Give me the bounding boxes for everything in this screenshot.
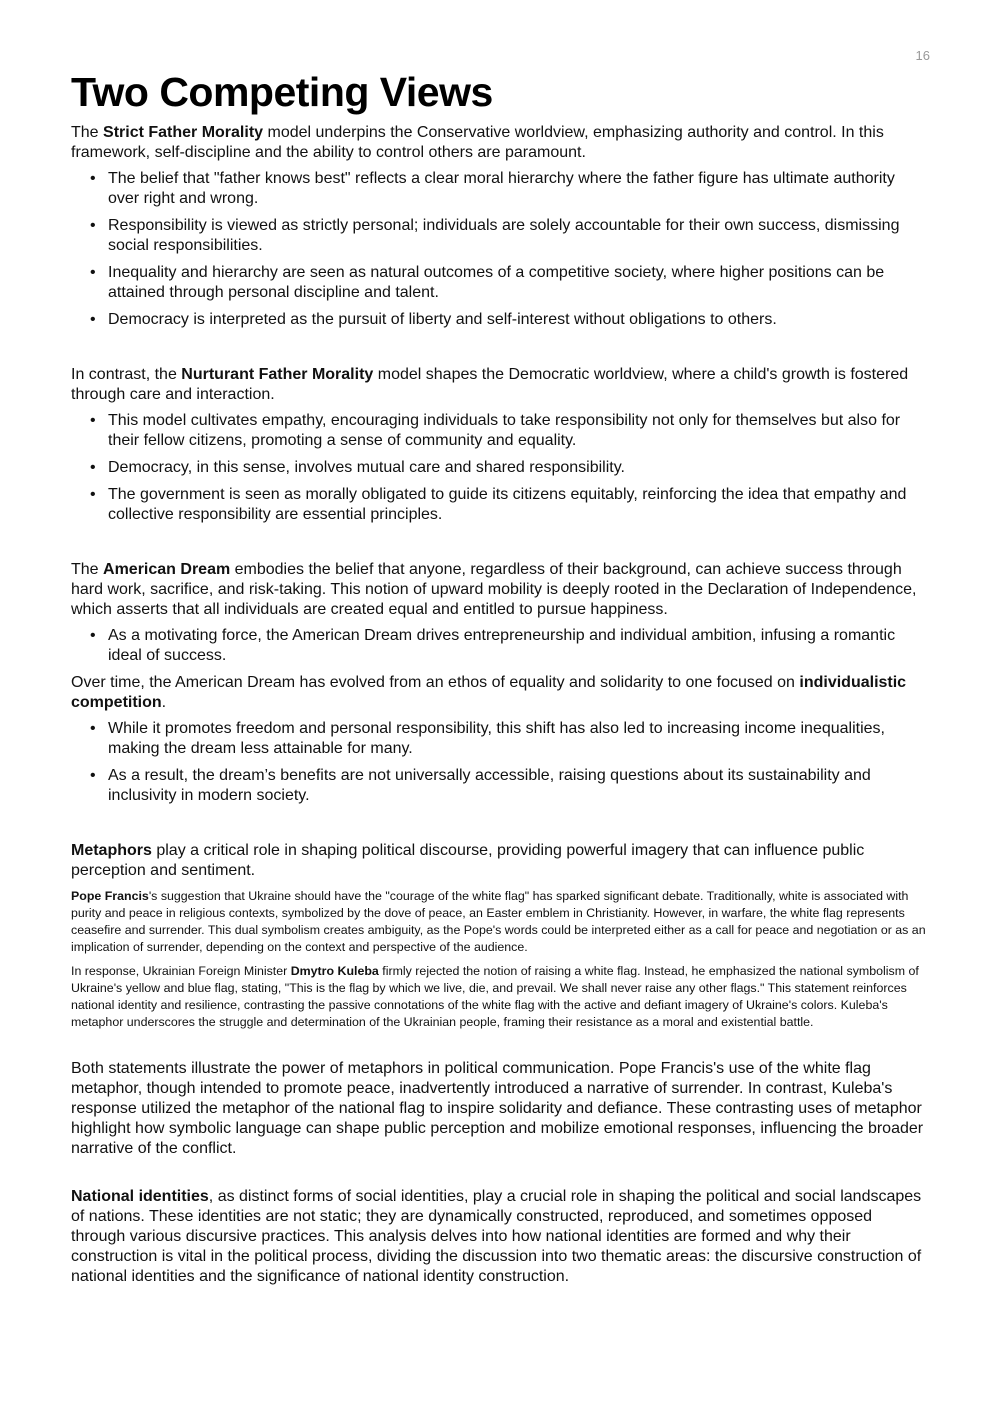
- strict-father-term: Strict Father Morality: [103, 124, 264, 141]
- list-item: • The government is seen as morally obligated to guide its citizens equitably, reinforcing the idea that empathy and collective responsibility are essential principles.: [71, 485, 929, 525]
- metaphors-intro: [71, 841, 929, 881]
- kuleba-text: firmly rejected the notion of raising a white flag. Instead, he emphasized the national symbolism of Ukraine's yellow and blue flag, stating, "This is the flag by which we live, die, and prevail. We shall never raise any other flags." This statement reinforces national identity and resilience, contrasting the passive connotations of the white flag with the active and defiant imagery of Ukraine's colors. Kuleba's metaphor underscores the struggle and determination of the Ukrainian people, framing their resistance as a moral and existential battle.: [71, 964, 919, 1029]
- kuleba-text-pre: In response, Ukrainian Foreign Minister: [71, 964, 291, 978]
- list-item: • Democracy, in this sense, involves mutual care and shared responsibility.: [71, 458, 929, 478]
- evolution-end: .: [161, 694, 167, 711]
- list-item: • As a motivating force, the American Dream drives entrepreneurship and individual ambition, infusing a romantic ideal of success.: [71, 626, 929, 666]
- national-identities-paragraph: [71, 1187, 929, 1287]
- list-item: • The belief that "father knows best" reflects a clear moral hierarchy where the father figure has ultimate authority over right and wrong.: [71, 169, 929, 209]
- national-identities-term: National identities: [71, 1188, 209, 1205]
- strict-father-list: [71, 169, 929, 330]
- list-item: • Democracy is interpreted as the pursuit of liberty and self-interest without obligations to others.: [71, 310, 929, 330]
- list-item: • Inequality and hierarchy are seen as natural outcomes of a competitive society, where higher positions can be attained through personal discipline and talent.: [71, 263, 929, 303]
- kuleba-paragraph: [71, 963, 929, 1031]
- american-dream-term: American Dream: [103, 561, 231, 578]
- list-item: • While it promotes freedom and personal responsibility, this shift has also led to increasing income inequalities, making the dream less attainable for many.: [71, 719, 929, 759]
- list-item: • This model cultivates empathy, encouraging individuals to take responsibility not only for themselves but also for their fellow citizens, promoting a sense of community and equality.: [71, 411, 929, 451]
- page-number: 16: [915, 48, 930, 63]
- evolution-text: Over time, the American Dream has evolved from an ethos of equality and solidarity to one focused on: [71, 674, 800, 691]
- metaphors-intro-text: play a critical role in shaping political discourse, providing powerful imagery that can influence public perception and sentiment.: [71, 842, 865, 879]
- evolution-term: individualistic competition: [71, 674, 907, 711]
- strict-father-intro-pre: The: [71, 124, 104, 141]
- nurturant-father-list: [71, 411, 929, 525]
- kuleba-name: Dmytro Kuleba: [290, 964, 379, 978]
- metaphor-conclusion: Both statements illustrate the power of metaphors in political communication. Pope Francis's use of the white flag metaphor, though intended to promote peace, inadvertently introduced a narrative of surrender. In contrast, Kuleba's response utilized the metaphor of the national flag to inspire solidarity and defiance. These contrasting uses of metaphor highlight how symbolic language can shape public perception and mobilize emotional responses, influencing the broader narrative of the conflict.: [71, 1060, 924, 1157]
- metaphors-term: Metaphors: [71, 842, 152, 859]
- nurturant-father-intro-text: model shapes the Democratic worldview, where a child's growth is fostered through care and interaction.: [71, 366, 909, 403]
- nurturant-father-intro-pre: In contrast, the: [71, 366, 182, 383]
- american-dream-intro-pre: The: [71, 561, 104, 578]
- list-item: • Responsibility is viewed as strictly personal; individuals are solely accountable for their own success, dismissing social responsibilities.: [71, 216, 929, 256]
- american-dream-shift-list: [71, 719, 929, 806]
- page-content: [71, 68, 929, 1287]
- pope-francis-name: Pope Francis: [71, 889, 149, 903]
- national-identities-text: , as distinct forms of social identities, play a crucial role in shaping the political and social landscapes of nations. These identities are not static; they are dynamically constructed, reproduced, and sometimes opposed through various discursive practices. This analysis delves into how national identities are formed and why their construction is vital in the political process, dividing the discussion into two thematic areas: the discursive construction of national identities and the significance of national identity construction.: [71, 1188, 922, 1285]
- american-dream-intro: [71, 560, 929, 620]
- strict-father-intro-text: model underpins the Conservative worldview, emphasizing authority and control. In this framework, self-discipline and the ability to control others are paramount.: [71, 124, 884, 161]
- american-dream-evolution: [71, 673, 929, 713]
- page-title: Two Competing Views: [71, 69, 493, 115]
- pope-francis-paragraph: [71, 888, 929, 956]
- strict-father-intro: [71, 123, 929, 163]
- nurturant-father-intro: [71, 365, 929, 405]
- list-item: • As a result, the dream’s benefits are not universally accessible, raising questions about its sustainability and inclusivity in modern society.: [71, 766, 929, 806]
- american-dream-list: [71, 626, 929, 666]
- nurturant-father-term: Nurturant Father Morality: [181, 366, 374, 383]
- pope-francis-text: 's suggestion that Ukraine should have the "courage of the white flag" has sparked significant debate. Traditionally, white is associated with purity and peace in religious contexts, symbolized by the dove of peace, an Easter emblem in Christianity. However, in warfare, the white flag represents ceasefire and surrender. This dual symbolism creates ambiguity, as the Pope's words could be interpreted either as a call for peace and negotiation or as an implication of surrender, depending on the context and perspective of the audience.: [71, 889, 926, 954]
- american-dream-intro-text: embodies the belief that anyone, regardless of their background, can achieve success through hard work, sacrifice, and risk-taking. This notion of upward mobility is deeply rooted in the Declaration of Independence, which asserts that all individuals are created equal and entitled to pursue happiness.: [71, 561, 917, 618]
